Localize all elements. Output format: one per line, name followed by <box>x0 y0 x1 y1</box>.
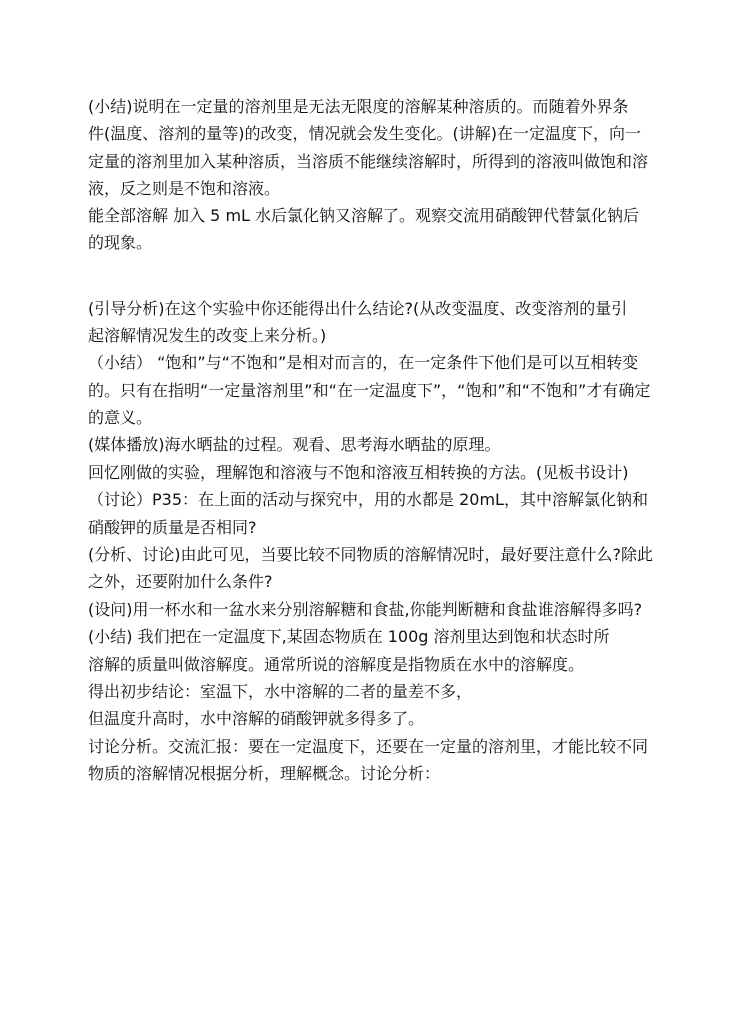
text-line: 定量的溶剂里加入某种溶质，当溶质不能继续溶解时，所得到的溶液叫做饱和溶 <box>88 152 649 171</box>
text-line: 的现象。 <box>88 233 153 252</box>
text-line: 回忆刚做的实验，理解饱和溶液与不饱和溶液互相转换的方法。(见板书设计) <box>88 463 629 482</box>
text-line: (设问)用一杯水和一盆水来分别溶解糖和食盐,你能判断糖和食盐谁溶解得多吗? <box>88 600 643 619</box>
text-line: 但温度升高时，水中溶解的硝酸钾就多得多了。 <box>88 709 425 728</box>
text-line: 起溶解情况发生的改变上来分析。) <box>88 326 327 345</box>
text-line: 讨论分析。交流汇报：要在一定温度下，还要在一定量的溶剂里，才能比较不同 <box>88 737 649 756</box>
text-line: 之外，还要附加什么条件? <box>88 572 273 591</box>
text-line: 硝酸钾的质量是否相同? <box>88 518 257 537</box>
text-line: (小结) 我们把在一定温度下,某固态物质在 100g 溶剂里达到饱和状态时所 <box>88 627 610 646</box>
text-line: (小结)说明在一定量的溶剂里是无法无限度的溶解某种溶质的。而随着外界条 <box>88 97 629 116</box>
text-line: 得出初步结论：室温下，水中溶解的二者的量差不多， <box>88 682 473 701</box>
text-line: 物质的溶解情况根据分析，理解概念。讨论分析： <box>88 764 441 783</box>
text-line: 能全部溶解 加入 5 mL 水后氯化钠又溶解了。观察交流用硝酸钾代替氯化钠后 <box>88 206 640 225</box>
text-line: 溶解的质量叫做溶解度。通常所说的溶解度是指物质在水中的溶解度。 <box>88 655 585 674</box>
text-line: (引导分析)在这个实验中你还能得出什么结论?(从改变温度、改变溶剂的量引 <box>88 299 628 318</box>
text-line: （小结） “饱和”与“不饱和”是相对而言的，在一定条件下他们是可以互相转变 <box>88 353 639 372</box>
text-line: (分析、讨论)由此可见，当要比较不同物质的溶解情况时，最好要注意什么?除此 <box>88 545 653 564</box>
text-line: 件(温度、溶剂的量等)的改变，情况就会发生变化。(讲解)在一定温度下，向一 <box>88 124 641 143</box>
text-line: （讨论）P35：在上面的活动与探究中，用的水都是 20mL，其中溶解氯化钠和 <box>88 490 648 509</box>
text-line: 的意义。 <box>88 408 153 427</box>
text-line: (媒体播放)海水晒盐的过程。观看、思考海水晒盐的原理。 <box>88 435 501 454</box>
text-line: 的。只有在指明“一定量溶剂里”和“在一定温度下”，“饱和”和“不饱和”才有确定 <box>88 381 651 400</box>
text-line: 液，反之则是不饱和溶液。 <box>88 179 281 198</box>
